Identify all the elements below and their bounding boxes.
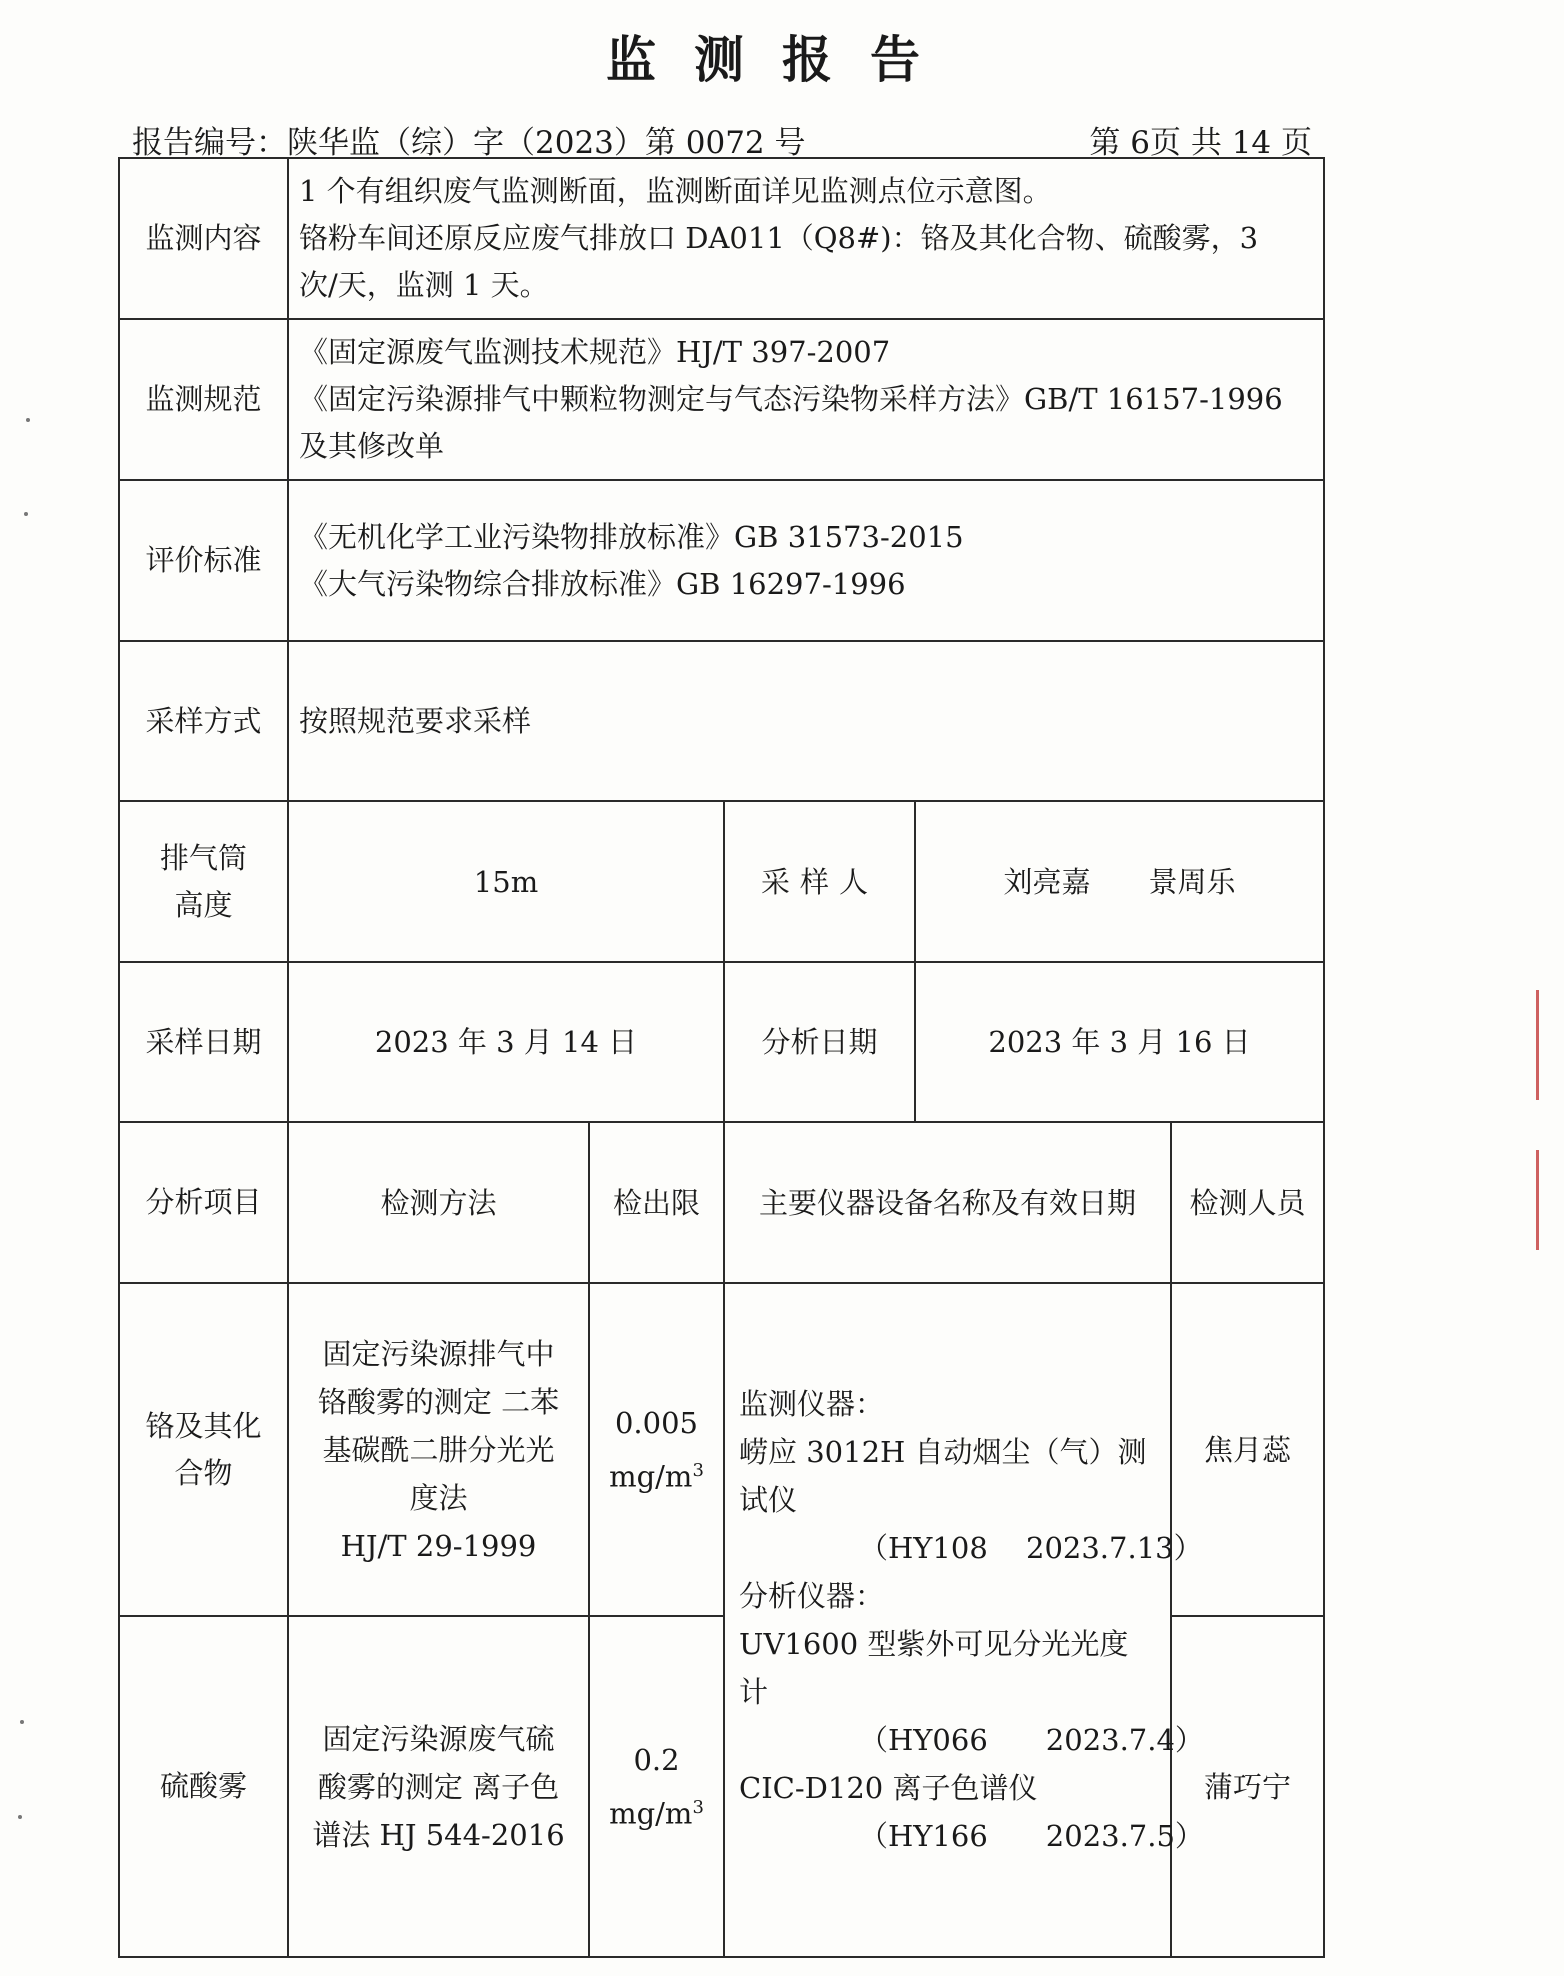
sampler-label: 采样人	[724, 801, 915, 962]
row-standard	[119, 480, 1324, 641]
scan-speck	[20, 1720, 24, 1724]
sampling-method-label: 采样方式	[119, 641, 288, 801]
instrument-line: （HY166 2023.7.5）	[859, 1819, 1204, 1853]
standard-label: 评价标准	[119, 480, 288, 641]
standard-value	[288, 480, 1324, 641]
stack-height-value: 15m	[288, 801, 724, 962]
row-analysis-header	[119, 1122, 1324, 1283]
stack-label-line: 排气筒	[159, 840, 247, 875]
header-item: 分析项目	[119, 1122, 288, 1283]
instrument-line: 试仪	[739, 1483, 798, 1517]
instrument-list	[724, 1283, 1204, 1957]
row-sampling-method	[119, 641, 1324, 801]
instrument-line: UV1600 型紫外可见分光光度	[739, 1627, 1129, 1661]
spec-line: 《固定污染源排气中颗粒物测定与气态污染物采样方法》GB/T 16157-1996	[299, 382, 1283, 416]
analysis-item	[119, 1283, 288, 1616]
row-stack	[119, 801, 1324, 962]
instrument-line: （HY066 2023.7.4）	[859, 1723, 1204, 1757]
stamp-edge-mark	[1536, 1150, 1539, 1250]
row-content	[119, 158, 1324, 319]
method-line: HJ/T 29-1999	[340, 1528, 537, 1563]
header-limit: 检出限	[589, 1122, 724, 1283]
method-line: 固定污染源废气硫	[322, 1721, 555, 1756]
scan-speck	[24, 512, 28, 516]
scan-speck	[18, 1815, 22, 1819]
method-line: 固定污染源排气中	[322, 1336, 555, 1371]
standard-line: 《无机化学工业污染物排放标准》GB 31573-2015	[299, 519, 964, 554]
item-line: 合物	[174, 1455, 233, 1490]
spec-line: 及其修改单	[299, 429, 445, 463]
instrument-line: CIC-D120 离子色谱仪	[739, 1771, 1038, 1805]
report-number: 报告编号：陕华监（综）字（2023）第 0072 号	[132, 125, 806, 161]
method-line: 基碳酰二肼分光光	[322, 1432, 555, 1467]
page-number: 第 6页 共 14 页	[1089, 125, 1312, 161]
report-title: 监测报告	[606, 31, 958, 89]
standard-line: 《大气污染物综合排放标准》GB 16297-1996	[299, 566, 906, 601]
sampler-value: 刘亮嘉 景周乐	[915, 801, 1324, 962]
limit-unit: $mg/m^3$	[609, 1459, 704, 1494]
instrument-line: 崂应 3012H 自动烟尘（气）测	[739, 1435, 1147, 1469]
limit-unit: $mg/m^3$	[609, 1796, 704, 1831]
stack-height-label	[119, 801, 288, 962]
limit-value: 0.2	[633, 1742, 680, 1777]
content-line: 1 个有组织废气监测断面，监测断面详见监测点位示意图。	[299, 174, 1052, 208]
spec-value	[288, 319, 1324, 480]
row-dates	[119, 962, 1324, 1122]
limit-value: 0.005	[614, 1405, 699, 1440]
instrument-line: 分析仪器：	[739, 1579, 885, 1613]
content-value	[288, 158, 1324, 319]
detection-limit	[589, 1283, 724, 1616]
sample-date-value: 2023 年 3 月 14 日	[288, 962, 724, 1122]
analysis-method	[288, 1616, 589, 1957]
report-table	[118, 157, 1325, 1958]
header-instrument: 主要仪器设备名称及有效日期	[724, 1122, 1171, 1283]
scan-speck	[26, 418, 30, 422]
analyst: 焦月蕊	[1171, 1283, 1324, 1616]
sample-date-label: 采样日期	[119, 962, 288, 1122]
table-row	[119, 1283, 1324, 1616]
method-line: 铬酸雾的测定 二苯	[317, 1384, 560, 1419]
method-line: 谱法 HJ 544-2016	[312, 1817, 565, 1852]
sampling-method-value: 按照规范要求采样	[288, 641, 1324, 801]
instrument-line: 监测仪器：	[739, 1387, 885, 1421]
row-spec	[119, 319, 1324, 480]
header-person: 检测人员	[1171, 1122, 1324, 1283]
analysis-date-label: 分析日期	[724, 962, 915, 1122]
item-line: 铬及其化	[145, 1408, 262, 1443]
analysis-date-value: 2023 年 3 月 16 日	[915, 962, 1324, 1122]
detection-limit	[589, 1616, 724, 1957]
analysis-method	[288, 1283, 589, 1616]
instrument-line: （HY108 2023.7.13）	[859, 1531, 1203, 1565]
spec-label: 监测规范	[119, 319, 288, 480]
instrument-line: 计	[739, 1675, 769, 1709]
header-method: 检测方法	[288, 1122, 589, 1283]
content-line: 次/天，监测 1 天。	[299, 268, 549, 302]
method-line: 度法	[409, 1480, 468, 1515]
content-label: 监测内容	[119, 158, 288, 319]
stamp-edge-mark	[1536, 990, 1539, 1100]
analyst: 蒲巧宁	[1171, 1616, 1324, 1957]
stack-label-line: 高度	[174, 887, 233, 922]
content-line: 铬粉车间还原反应废气排放口 DA011（Q8#)：铬及其化合物、硫酸雾，3	[299, 221, 1259, 255]
method-line: 酸雾的测定 离子色	[317, 1769, 560, 1804]
spec-line: 《固定源废气监测技术规范》HJ/T 397-2007	[299, 335, 891, 369]
analysis-item: 硫酸雾	[119, 1616, 288, 1957]
